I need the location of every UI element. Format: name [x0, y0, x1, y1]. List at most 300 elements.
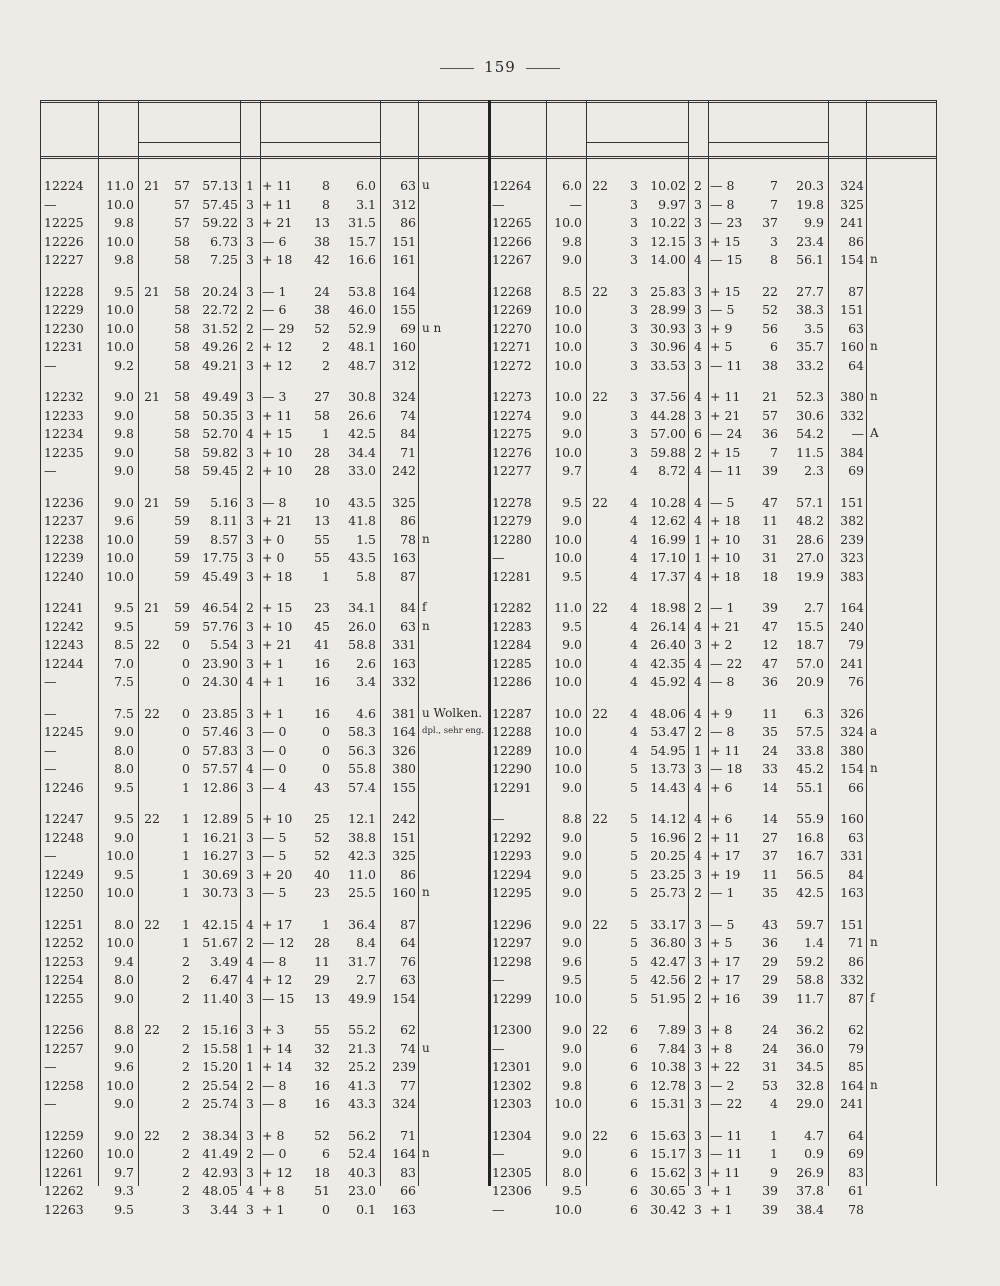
decl-minutes: 31 — [762, 1059, 778, 1075]
ra-hours: 22 — [144, 916, 160, 932]
star-number: 12229 — [44, 302, 84, 318]
decl-degrees: + 1 — [262, 674, 285, 690]
ra-minutes: 4 — [630, 742, 638, 758]
ra-minutes: 59 — [174, 531, 190, 547]
ra-seconds: 10.22 — [650, 215, 686, 231]
table-row — [488, 389, 936, 407]
decl-minutes: 47 — [762, 618, 778, 634]
remark: A — [870, 426, 879, 441]
zone: 77 — [400, 1077, 416, 1093]
ra-minutes: 3 — [630, 407, 638, 423]
ra-minutes: 2 — [182, 1164, 190, 1180]
decl-minutes: 25 — [314, 811, 330, 826]
decl-degrees: — 22 — [710, 1096, 743, 1112]
decl-minutes: 43 — [314, 779, 330, 795]
decl-minutes: 52 — [762, 302, 778, 318]
decl-seconds: 15.5 — [796, 618, 824, 634]
decl-minutes: 6 — [322, 1146, 330, 1162]
decl-degrees: + 11 — [262, 407, 293, 423]
decl-degrees: — 3 — [262, 389, 287, 404]
decl-seconds: 41.3 — [348, 1077, 376, 1093]
table-row — [40, 991, 488, 1009]
star-number: — — [44, 196, 57, 212]
star-number: 12276 — [492, 444, 532, 460]
magnitude: 7.5 — [114, 674, 134, 690]
ra-minutes: 4 — [630, 618, 638, 634]
decl-degrees: + 15 — [262, 426, 293, 442]
decl-degrees: — 8 — [262, 494, 287, 510]
table-row — [40, 408, 488, 426]
star-number: 12283 — [492, 618, 532, 634]
table-row — [488, 811, 936, 829]
ra-seconds: 59.82 — [202, 444, 238, 460]
table-row — [488, 1078, 936, 1096]
magnitude: 9.0 — [562, 1040, 582, 1056]
magnitude: 11.0 — [106, 178, 134, 193]
threads: 4 — [246, 674, 254, 690]
threads: 4 — [694, 252, 702, 268]
decl-minutes: 0 — [322, 742, 330, 758]
star-number: 12285 — [492, 655, 532, 671]
decl-degrees: + 15 — [710, 233, 741, 249]
ra-seconds: 15.58 — [202, 1040, 238, 1056]
decl-seconds: 2.3 — [804, 463, 824, 479]
ra-seconds: 16.27 — [202, 848, 238, 864]
star-number: 12270 — [492, 320, 532, 336]
star-number: — — [44, 357, 57, 373]
decl-seconds: 28.6 — [796, 531, 824, 547]
ra-minutes: 59 — [174, 618, 190, 634]
zone: 151 — [840, 302, 864, 318]
decl-seconds: 23.0 — [348, 1183, 376, 1199]
ra-hours: 22 — [592, 811, 608, 826]
ra-seconds: 17.75 — [202, 550, 238, 566]
table-row — [488, 867, 936, 885]
table-row — [488, 706, 936, 724]
table-row — [40, 848, 488, 866]
threads: 2 — [694, 178, 702, 193]
magnitude: 9.0 — [114, 1096, 134, 1112]
magnitude: 9.8 — [562, 233, 582, 249]
ra-minutes: 6 — [630, 1096, 638, 1112]
ra-minutes: 3 — [630, 339, 638, 355]
table-row — [40, 1022, 488, 1040]
magnitude: 9.0 — [114, 1040, 134, 1056]
ra-minutes: 2 — [182, 953, 190, 969]
threads: 2 — [246, 935, 254, 951]
ra-seconds: 48.05 — [202, 1183, 238, 1199]
zone: 164 — [840, 1077, 864, 1093]
threads: 3 — [694, 1201, 702, 1217]
ra-seconds: 57.76 — [202, 618, 238, 634]
table-row — [488, 1059, 936, 1077]
magnitude: 8.5 — [114, 637, 134, 653]
threads: 4 — [694, 848, 702, 864]
magnitude: 7.0 — [114, 655, 134, 671]
star-number: 12234 — [44, 426, 84, 442]
threads: 3 — [246, 357, 254, 373]
decl-degrees: — 11 — [710, 463, 743, 479]
decl-minutes: 32 — [314, 1059, 330, 1075]
table-row — [488, 1202, 936, 1220]
ra-hours: 21 — [144, 494, 160, 510]
decl-minutes: 37 — [762, 215, 778, 231]
zone: 71 — [848, 935, 864, 951]
star-number: 12257 — [44, 1040, 84, 1056]
zone: 242 — [392, 811, 416, 826]
star-number: 12301 — [492, 1059, 532, 1075]
zone: 76 — [400, 953, 416, 969]
decl-seconds: 3.1 — [356, 196, 376, 212]
ra-minutes: 3 — [182, 1201, 190, 1217]
star-number: 12290 — [492, 761, 532, 777]
zone: 69 — [400, 320, 416, 336]
threads: 4 — [694, 655, 702, 671]
zone: 74 — [400, 407, 416, 423]
star-number: — — [44, 463, 57, 479]
ra-seconds: 33.53 — [650, 357, 686, 373]
decl-minutes: 23 — [314, 885, 330, 901]
decl-seconds: 6.3 — [804, 705, 824, 721]
threads: 3 — [694, 1146, 702, 1162]
zone: 79 — [848, 1040, 864, 1056]
decl-degrees: + 22 — [710, 1059, 741, 1075]
ra-minutes: 4 — [630, 705, 638, 721]
ra-minutes: 6 — [630, 1127, 638, 1143]
decl-degrees: — 0 — [262, 1146, 287, 1162]
decl-minutes: 9 — [770, 1164, 778, 1180]
decl-minutes: 4 — [770, 1096, 778, 1112]
decl-seconds: 4.6 — [356, 705, 376, 721]
ra-seconds: 6.47 — [210, 972, 238, 988]
decl-degrees: + 18 — [710, 568, 741, 584]
star-number: 12287 — [492, 705, 532, 721]
magnitude: 9.7 — [562, 463, 582, 479]
ra-minutes: 4 — [630, 674, 638, 690]
magnitude: 9.4 — [114, 953, 134, 969]
decl-seconds: 56.3 — [348, 742, 376, 758]
ra-minutes: 3 — [630, 389, 638, 404]
threads: 4 — [246, 953, 254, 969]
ra-minutes: 4 — [630, 724, 638, 740]
decl-seconds: 16.6 — [348, 252, 376, 268]
decl-degrees: + 14 — [262, 1040, 293, 1056]
ra-seconds: 14.00 — [650, 252, 686, 268]
decl-minutes: 38 — [762, 357, 778, 373]
star-number: 12252 — [44, 935, 84, 951]
ra-minutes: 4 — [630, 550, 638, 566]
table-row — [488, 830, 936, 848]
decl-seconds: 57.5 — [796, 724, 824, 740]
zone: 239 — [840, 531, 864, 547]
decl-seconds: 18.7 — [796, 637, 824, 653]
threads: 4 — [694, 339, 702, 355]
ra-seconds: 12.78 — [650, 1077, 686, 1093]
threads: 4 — [694, 779, 702, 795]
threads: 3 — [694, 1164, 702, 1180]
ra-hours: 22 — [144, 1022, 160, 1037]
ra-seconds: 8.57 — [210, 531, 238, 547]
decl-seconds: 36.0 — [796, 1040, 824, 1056]
magnitude: 9.7 — [114, 1164, 134, 1180]
ra-seconds: 49.26 — [202, 339, 238, 355]
threads: 3 — [246, 1164, 254, 1180]
decl-minutes: 31 — [762, 550, 778, 566]
ra-minutes: 4 — [630, 568, 638, 584]
ra-seconds: 30.96 — [650, 339, 686, 355]
decl-degrees: — 11 — [710, 1127, 743, 1143]
decl-seconds: 23.4 — [796, 233, 824, 249]
ra-seconds: 50.35 — [202, 407, 238, 423]
star-number: 12233 — [44, 407, 84, 423]
decl-degrees: + 10 — [710, 550, 741, 566]
table-row — [40, 513, 488, 531]
table-row — [40, 706, 488, 724]
decl-minutes: 14 — [762, 779, 778, 795]
star-number: 12300 — [492, 1022, 532, 1037]
page-number-dash-right — [526, 68, 560, 69]
star-number: 12297 — [492, 935, 532, 951]
decl-minutes: 16 — [314, 674, 330, 690]
ra-seconds: 36.80 — [650, 935, 686, 951]
decl-degrees: — 15 — [262, 990, 295, 1006]
ra-minutes: 6 — [630, 1077, 638, 1093]
ra-hours: 22 — [592, 1022, 608, 1037]
decl-degrees: + 17 — [710, 972, 741, 988]
decl-degrees: + 5 — [710, 935, 733, 951]
decl-seconds: 30.6 — [796, 407, 824, 423]
decl-seconds: 16.7 — [796, 848, 824, 864]
decl-minutes: 8 — [770, 252, 778, 268]
decl-minutes: 31 — [762, 531, 778, 547]
table-row — [40, 321, 488, 339]
zone: 151 — [392, 233, 416, 249]
ra-seconds: 16.99 — [650, 531, 686, 547]
ra-minutes: 58 — [174, 426, 190, 442]
table-row — [40, 550, 488, 568]
star-number: 12251 — [44, 916, 84, 932]
remark: u n — [422, 320, 442, 335]
star-number: 12227 — [44, 252, 84, 268]
ra-minutes: 1 — [182, 866, 190, 882]
zone: 163 — [840, 885, 864, 901]
ra-minutes: 59 — [174, 513, 190, 529]
decl-minutes: 16 — [314, 1096, 330, 1112]
threads: 2 — [694, 444, 702, 460]
decl-degrees: — 0 — [262, 761, 287, 777]
decl-seconds: 55.1 — [796, 779, 824, 795]
decl-minutes: 1 — [770, 1127, 778, 1143]
zone: 160 — [840, 339, 864, 355]
threads: 3 — [694, 1059, 702, 1075]
ra-hours: 22 — [144, 705, 160, 721]
star-number: 12230 — [44, 320, 84, 336]
ra-seconds: 15.31 — [650, 1096, 686, 1112]
magnitude: 10.0 — [554, 705, 582, 721]
zone: 79 — [848, 637, 864, 653]
decl-seconds: 52.4 — [348, 1146, 376, 1162]
magnitude: 8.0 — [562, 1164, 582, 1180]
zone: 63 — [848, 829, 864, 845]
table-row — [488, 550, 936, 568]
star-number: 12261 — [44, 1164, 84, 1180]
decl-seconds: 53.8 — [348, 283, 376, 299]
ra-seconds: 7.25 — [210, 252, 238, 268]
ra-seconds: 6.73 — [210, 233, 238, 249]
ra-minutes: 4 — [630, 531, 638, 547]
decl-degrees: — 0 — [262, 742, 287, 758]
table-row — [40, 284, 488, 302]
decl-seconds: 59.7 — [796, 916, 824, 932]
decl-degrees: — 11 — [710, 1146, 743, 1162]
magnitude: 7.5 — [114, 705, 134, 721]
ra-seconds: 33.17 — [650, 916, 686, 932]
ra-seconds: 42.47 — [650, 953, 686, 969]
table-row — [40, 674, 488, 692]
decl-minutes: 7 — [770, 444, 778, 460]
threads: 3 — [246, 1201, 254, 1217]
decl-degrees: + 12 — [262, 357, 293, 373]
table-row — [40, 1183, 488, 1201]
threads: 4 — [694, 705, 702, 721]
table-row — [488, 426, 936, 444]
decl-seconds: 3.5 — [804, 320, 824, 336]
ra-minutes: 2 — [182, 1022, 190, 1037]
threads: 3 — [246, 724, 254, 740]
table-row — [488, 178, 936, 196]
threads: 4 — [694, 811, 702, 826]
decl-degrees: — 8 — [710, 178, 735, 193]
magnitude: 9.0 — [114, 724, 134, 740]
decl-degrees: + 10 — [262, 811, 293, 826]
magnitude: 10.0 — [554, 674, 582, 690]
table-row — [488, 637, 936, 655]
decl-seconds: 12.1 — [348, 811, 376, 826]
decl-degrees: + 10 — [262, 463, 293, 479]
ra-minutes: 58 — [174, 233, 190, 249]
magnitude: 9.0 — [114, 990, 134, 1006]
table-row — [488, 445, 936, 463]
threads: 3 — [694, 935, 702, 951]
star-number: 12292 — [492, 829, 532, 845]
decl-seconds: 57.0 — [796, 655, 824, 671]
table-row — [488, 1096, 936, 1114]
threads: 4 — [694, 494, 702, 510]
star-number: — — [492, 811, 505, 826]
zone: 71 — [400, 1127, 416, 1143]
magnitude: 8.0 — [114, 972, 134, 988]
zone: 324 — [840, 724, 864, 740]
ra-minutes: 6 — [630, 1059, 638, 1075]
magnitude: 9.5 — [114, 283, 134, 299]
ra-seconds: 28.99 — [650, 302, 686, 318]
decl-seconds: 29.0 — [796, 1096, 824, 1112]
magnitude: — — [569, 196, 582, 212]
zone: 325 — [840, 196, 864, 212]
star-number: 12246 — [44, 779, 84, 795]
decl-seconds: 48.7 — [348, 357, 376, 373]
star-number: — — [44, 1096, 57, 1112]
ra-hours: 22 — [592, 494, 608, 510]
ra-seconds: 30.42 — [650, 1201, 686, 1217]
decl-degrees: + 14 — [262, 1059, 293, 1075]
header-subrule — [586, 142, 688, 143]
ra-minutes: 1 — [182, 811, 190, 826]
decl-degrees: + 12 — [262, 972, 293, 988]
ra-seconds: 49.49 — [202, 389, 238, 404]
star-number: 12277 — [492, 463, 532, 479]
magnitude: 10.0 — [554, 990, 582, 1006]
star-number: 12302 — [492, 1077, 532, 1093]
table-row — [488, 1183, 936, 1201]
table-row — [40, 495, 488, 513]
decl-seconds: 34.1 — [348, 600, 376, 615]
magnitude: 9.0 — [562, 1127, 582, 1143]
star-number: 12271 — [492, 339, 532, 355]
decl-degrees: + 2 — [710, 637, 733, 653]
ra-seconds: 12.15 — [650, 233, 686, 249]
magnitude: 9.5 — [114, 618, 134, 634]
decl-degrees: — 8 — [710, 196, 735, 212]
zone: 241 — [840, 655, 864, 671]
table-row — [488, 234, 936, 252]
table-row — [488, 1041, 936, 1059]
table-row — [40, 252, 488, 270]
decl-seconds: 49.9 — [348, 990, 376, 1006]
star-number: — — [44, 705, 57, 721]
remark: n — [422, 1146, 430, 1161]
star-number: — — [492, 1201, 505, 1217]
ra-hours: 21 — [144, 283, 160, 299]
decl-minutes: 11 — [762, 513, 778, 529]
ra-seconds: 10.02 — [650, 178, 686, 193]
decl-seconds: 52.3 — [796, 389, 824, 404]
threads: 3 — [246, 885, 254, 901]
star-number: — — [492, 1040, 505, 1056]
decl-minutes: 29 — [762, 953, 778, 969]
zone: 154 — [392, 990, 416, 1006]
table-row — [488, 972, 936, 990]
decl-seconds: 42.5 — [348, 426, 376, 442]
decl-minutes: 1 — [770, 1146, 778, 1162]
decl-seconds: 59.2 — [796, 953, 824, 969]
table-row — [488, 743, 936, 761]
ra-minutes: 3 — [630, 196, 638, 212]
star-number: 12274 — [492, 407, 532, 423]
ra-hours: 22 — [592, 1127, 608, 1143]
decl-degrees: + 10 — [262, 444, 293, 460]
threads: 6 — [694, 426, 702, 442]
threads: 3 — [246, 196, 254, 212]
remark: f — [870, 990, 875, 1005]
star-number: 12291 — [492, 779, 532, 795]
threads: 4 — [694, 674, 702, 690]
decl-minutes: 47 — [762, 655, 778, 671]
decl-minutes: 10 — [314, 494, 330, 510]
zone: 164 — [840, 600, 864, 615]
magnitude: 9.8 — [562, 1077, 582, 1093]
decl-minutes: 38 — [314, 233, 330, 249]
star-number: 12289 — [492, 742, 532, 758]
decl-minutes: 0 — [322, 761, 330, 777]
ra-minutes: 5 — [630, 866, 638, 882]
table-row — [40, 1128, 488, 1146]
decl-degrees: + 16 — [710, 990, 741, 1006]
ra-seconds: 24.30 — [202, 674, 238, 690]
star-number: 12238 — [44, 531, 84, 547]
decl-seconds: 30.8 — [348, 389, 376, 404]
decl-seconds: 58.8 — [348, 637, 376, 653]
